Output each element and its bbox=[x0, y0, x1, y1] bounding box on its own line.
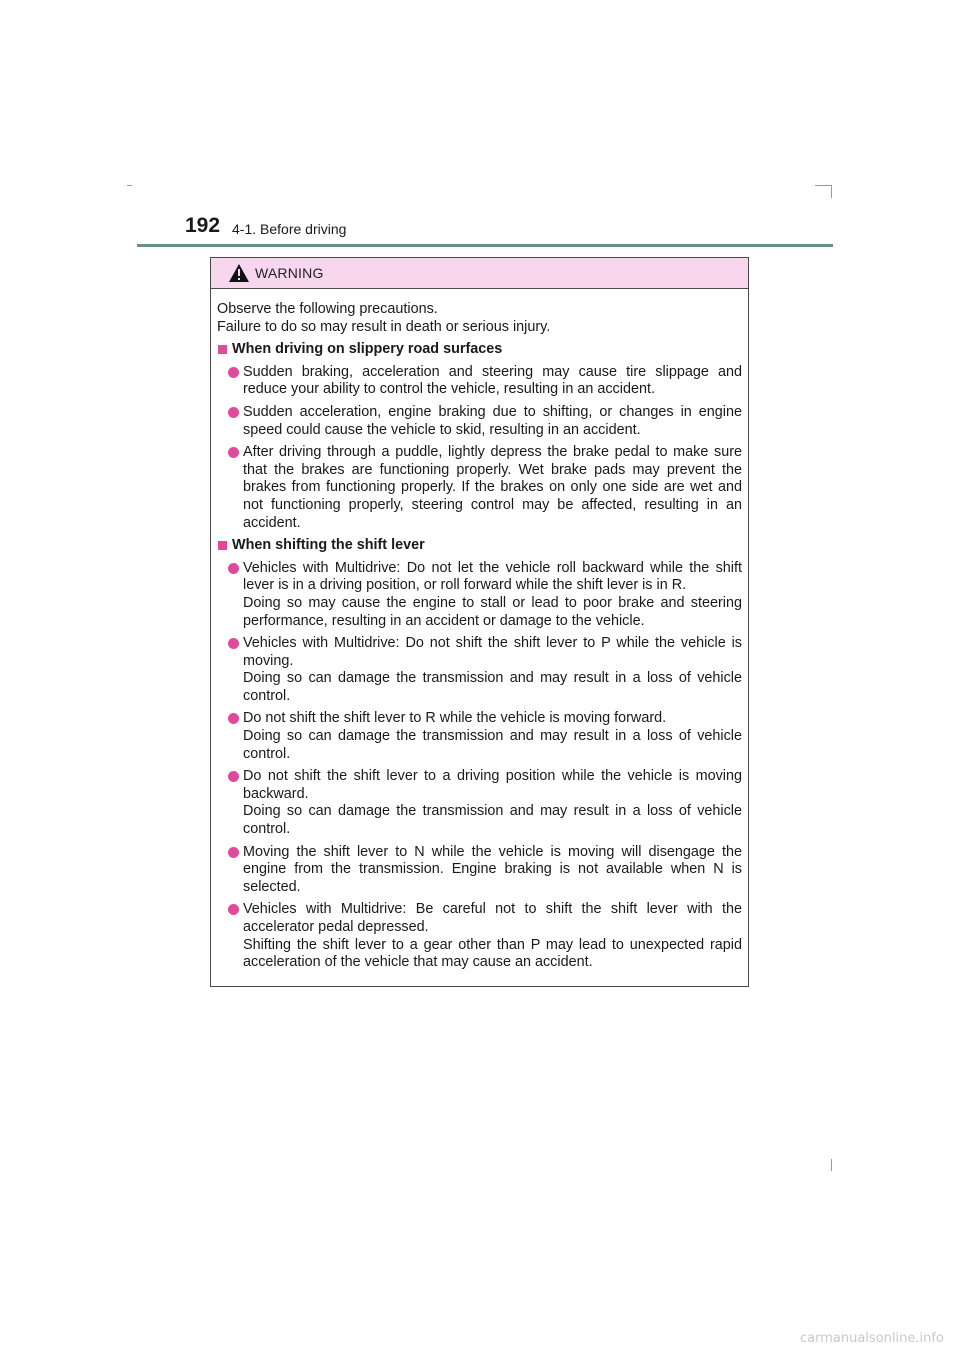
list-item bbox=[217, 560, 742, 630]
item-text: Doing so can damage the transmission and may result in a loss of vehicle control. bbox=[243, 670, 742, 704]
warning-triangle-icon bbox=[228, 263, 250, 283]
item-text: Doing so can damage the transmission and may result in a loss of vehicle control. bbox=[243, 728, 742, 762]
precaution-section bbox=[217, 537, 742, 972]
list-item bbox=[217, 404, 742, 439]
item-text: Vehicles with Multidrive: Do not shift the shift lever to P while the vehicle is moving. bbox=[243, 635, 742, 669]
crop-mark-top-right-v bbox=[831, 185, 832, 198]
item-text: Shifting the shift lever to a gear other than P may lead to unexpected rapid acceleration of the vehicle that may cause an accident. bbox=[243, 936, 742, 971]
warning-body bbox=[211, 289, 748, 972]
item-text: Doing so can damage the transmission and may result in a loss of vehicle control. bbox=[243, 803, 742, 838]
section-heading-text: When driving on slippery road surfaces bbox=[232, 341, 503, 358]
item-text: Vehicles with Multidrive: Do not let the vehicle roll backward while the shift lever is in a driving position, or roll forward while the shift lever is in R. bbox=[243, 559, 742, 594]
item-text: Moving the shift lever to N while the vehicle is moving will disengage the engine from the transmission. Engine braking is not available when N is selected. bbox=[243, 843, 742, 895]
square-bullet-icon bbox=[218, 541, 227, 550]
footer-watermark[interactable]: carmanualsonline.info bbox=[800, 1331, 944, 1346]
item-text: Vehicles with Multidrive: Be careful not to shift the shift lever with the accelerator pedal depressed. bbox=[243, 901, 742, 935]
section-heading bbox=[217, 341, 742, 359]
section-title: 4-1. Before driving bbox=[232, 221, 347, 237]
list-item bbox=[217, 768, 742, 838]
round-bullet-icon bbox=[228, 407, 239, 418]
item-text: Doing so may cause the engine to stall or lead to poor brake and steering performance, resulting in an accident or damage to the vehicle. bbox=[243, 594, 742, 629]
warning-box bbox=[210, 257, 749, 987]
round-bullet-icon bbox=[228, 904, 239, 915]
round-bullet-icon bbox=[228, 563, 239, 574]
round-bullet-icon bbox=[228, 447, 239, 458]
crop-mark-bottom-right bbox=[831, 1159, 832, 1171]
list-item bbox=[217, 844, 742, 897]
crop-mark-top-left bbox=[127, 185, 132, 186]
page-number: 192 bbox=[185, 214, 221, 237]
round-bullet-icon bbox=[228, 638, 239, 649]
list-item bbox=[217, 635, 742, 705]
item-text: Do not shift the shift lever to a driving position while the vehicle is moving backward. bbox=[243, 768, 742, 802]
intro-line: Failure to do so may result in death or serious injury. bbox=[217, 318, 551, 335]
intro-line: Observe the following precautions. bbox=[217, 301, 438, 317]
item-text: Sudden braking, acceleration and steering may cause tire slippage and reduce your ability to control the vehicle, resulting in an accident. bbox=[243, 363, 742, 398]
round-bullet-icon bbox=[228, 847, 239, 858]
section-heading bbox=[217, 537, 742, 555]
square-bullet-icon bbox=[218, 345, 227, 354]
header-rule bbox=[137, 244, 833, 247]
list-item bbox=[217, 364, 742, 399]
warning-label: WARNING bbox=[255, 265, 324, 281]
precaution-section bbox=[217, 341, 742, 532]
round-bullet-icon bbox=[228, 771, 239, 782]
item-text: Do not shift the shift lever to R while the vehicle is moving forward. bbox=[243, 710, 667, 727]
section-heading-text: When shifting the shift lever bbox=[232, 537, 425, 554]
round-bullet-icon bbox=[228, 367, 239, 378]
list-item bbox=[217, 710, 742, 763]
round-bullet-icon bbox=[228, 713, 239, 724]
warning-header bbox=[211, 258, 748, 289]
list-item bbox=[217, 444, 742, 532]
crop-mark-top-right-h bbox=[815, 185, 832, 186]
list-item bbox=[217, 901, 742, 971]
item-text: Sudden acceleration, engine braking due to shifting, or changes in engine speed could cause the vehicle to skid, resulting in an accident. bbox=[243, 403, 742, 438]
item-text: After driving through a puddle, lightly depress the brake pedal to make sure that the brakes are functioning properly. Wet brake pads may prevent the brakes from functioning properly. If the brakes on only one side are wet and not functioning properly, steering control may be affected, resulting in an accident. bbox=[243, 444, 742, 531]
